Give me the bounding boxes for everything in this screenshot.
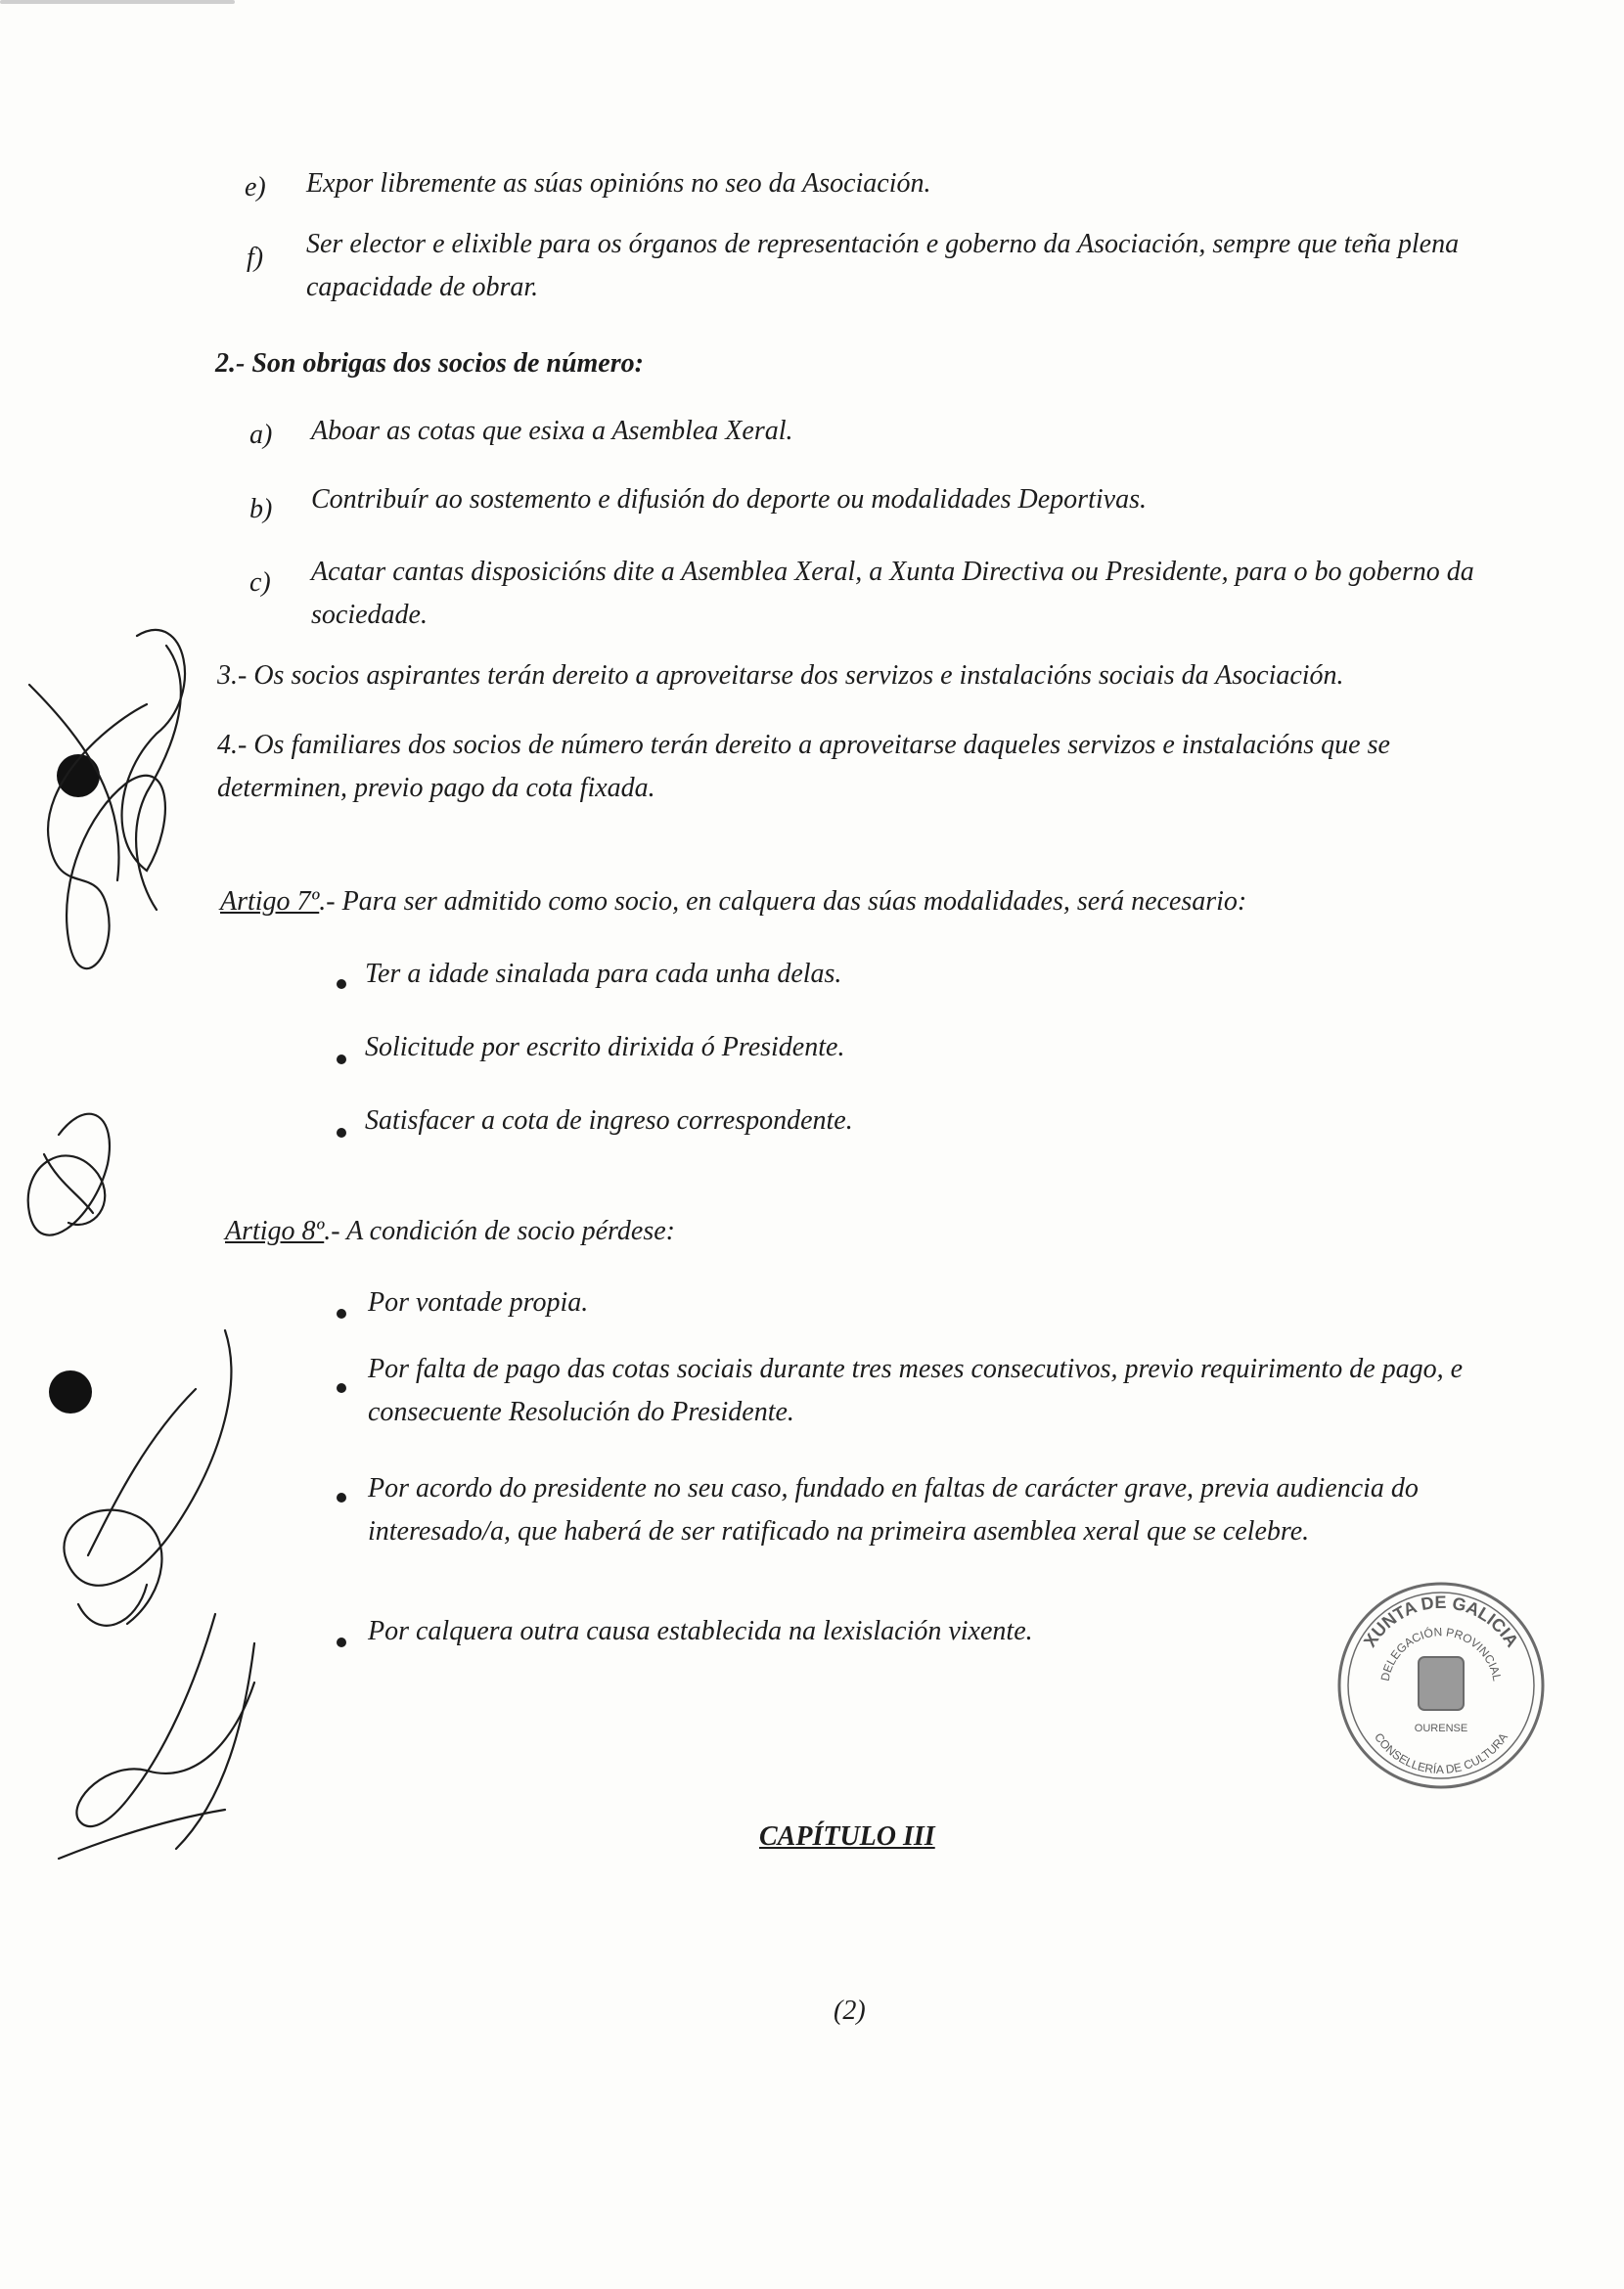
item-e-text: Expor libremente as súas opinións no seo da Asociación. bbox=[306, 168, 931, 199]
item-f-text: Ser elector e elixible para os órganos de representación e goberno da Asociación, sempre que teña plena capacidade de obrar. bbox=[306, 229, 1460, 302]
obligations-heading: 2.- Son obrigas dos socios de número: bbox=[215, 348, 644, 379]
item-a-text: Aboar as cotas que esixa a Asemblea Xeral. bbox=[311, 416, 793, 446]
item-b-text: Contribuír ao sostemento e difusión do deporte ou modalidades Deportivas. bbox=[311, 484, 1147, 515]
bullet-dot bbox=[337, 1638, 346, 1647]
signature-1 bbox=[48, 630, 185, 968]
signature-2 bbox=[28, 1114, 110, 1235]
chapter-heading: CAPÍTULO III bbox=[759, 1821, 935, 1852]
bullet-dot bbox=[337, 1128, 346, 1138]
stamp-shield bbox=[1419, 1657, 1464, 1710]
official-stamp bbox=[1332, 1577, 1550, 1794]
article-7-title: Artigo 7º bbox=[220, 886, 320, 917]
bullet-dot bbox=[337, 1309, 346, 1319]
article-8-bullet-4: Por calquera outra causa establecida na lexislación vixente. bbox=[368, 1616, 1033, 1646]
paragraph-4: 4.- Os familiares dos socios de número terán dereito a aproveitarse daqueles servizos e instalacións que se determinen, previo pago da cota fixada. bbox=[217, 730, 1390, 803]
signature-4c bbox=[59, 1810, 225, 1859]
paragraph-3: 3.- Os socios aspirantes terán dereito a aproveitarse dos servizos e instalacións sociais da Asociación. bbox=[217, 660, 1344, 691]
bullet-dot bbox=[337, 1055, 346, 1064]
item-c-marker: c) bbox=[249, 567, 271, 598]
article-8-text: .- A condición de socio pérdese: bbox=[324, 1216, 675, 1246]
item-a-marker: a) bbox=[249, 420, 273, 450]
punch-hole bbox=[49, 1370, 92, 1414]
article-7-bullet-2: Solicitude por escrito dirixida ó Presidente. bbox=[365, 1032, 845, 1062]
bullet-dot bbox=[337, 1493, 346, 1503]
scan-edge bbox=[0, 0, 235, 4]
article-8-title: Artigo 8º bbox=[225, 1216, 325, 1246]
article-8-bullet-2: Por falta de pago das cotas sociais durante tres meses consecutivos, previo requirimento de pago, e consecuente Resolución do Presidente. bbox=[368, 1354, 1464, 1427]
stamp-city: OURENSE bbox=[1414, 1723, 1468, 1734]
signature-4 bbox=[76, 1614, 254, 1826]
stamp-top-text: XUNTA DE GALICIA bbox=[1359, 1592, 1522, 1651]
bullet-dot bbox=[337, 1383, 346, 1393]
margin-signatures bbox=[0, 587, 313, 1956]
svg-text:CONSELLERÍA DE CULTURA bbox=[1372, 1730, 1511, 1776]
signature-1b bbox=[136, 646, 181, 910]
signature-3c bbox=[78, 1585, 147, 1626]
article-8-bullet-3: Por acordo do presidente no seu caso, fundado en faltas de carácter grave, previa audiencia do interesado/a, que haberá de ser ratificado na primeira asemblea xeral que se celebre. bbox=[368, 1473, 1419, 1547]
item-f-marker: f) bbox=[247, 243, 264, 273]
article-7-bullet-3: Satisfacer a cota de ingreso correspondente. bbox=[365, 1105, 853, 1136]
stamp-ring-text: DELEGACIÓN PROVINCIAL bbox=[1377, 1625, 1505, 1683]
signature-3 bbox=[64, 1330, 231, 1624]
item-e-marker: e) bbox=[245, 172, 266, 202]
article-7-bullet-1: Ter a idade sinalada para cada unha delas. bbox=[365, 959, 842, 989]
page-number: (2) bbox=[834, 1996, 866, 2026]
article-7-text: .- Para ser admitido como socio, en calquera das súas modalidades, será necesario: bbox=[319, 886, 1247, 917]
article-7-intro bbox=[220, 886, 1246, 918]
signature-3b bbox=[88, 1389, 196, 1555]
article-8-bullet-1: Por vontade propia. bbox=[368, 1287, 589, 1318]
bullet-dot bbox=[337, 979, 346, 989]
item-c-text: Acatar cantas disposicións dite a Asemblea Xeral, a Xunta Directiva ou Presidente, para o bo goberno da sociedade. bbox=[311, 557, 1474, 630]
item-b-marker: b) bbox=[249, 494, 273, 524]
stamp-bottom-text: CONSELLERÍA DE CULTURA bbox=[1372, 1730, 1511, 1777]
